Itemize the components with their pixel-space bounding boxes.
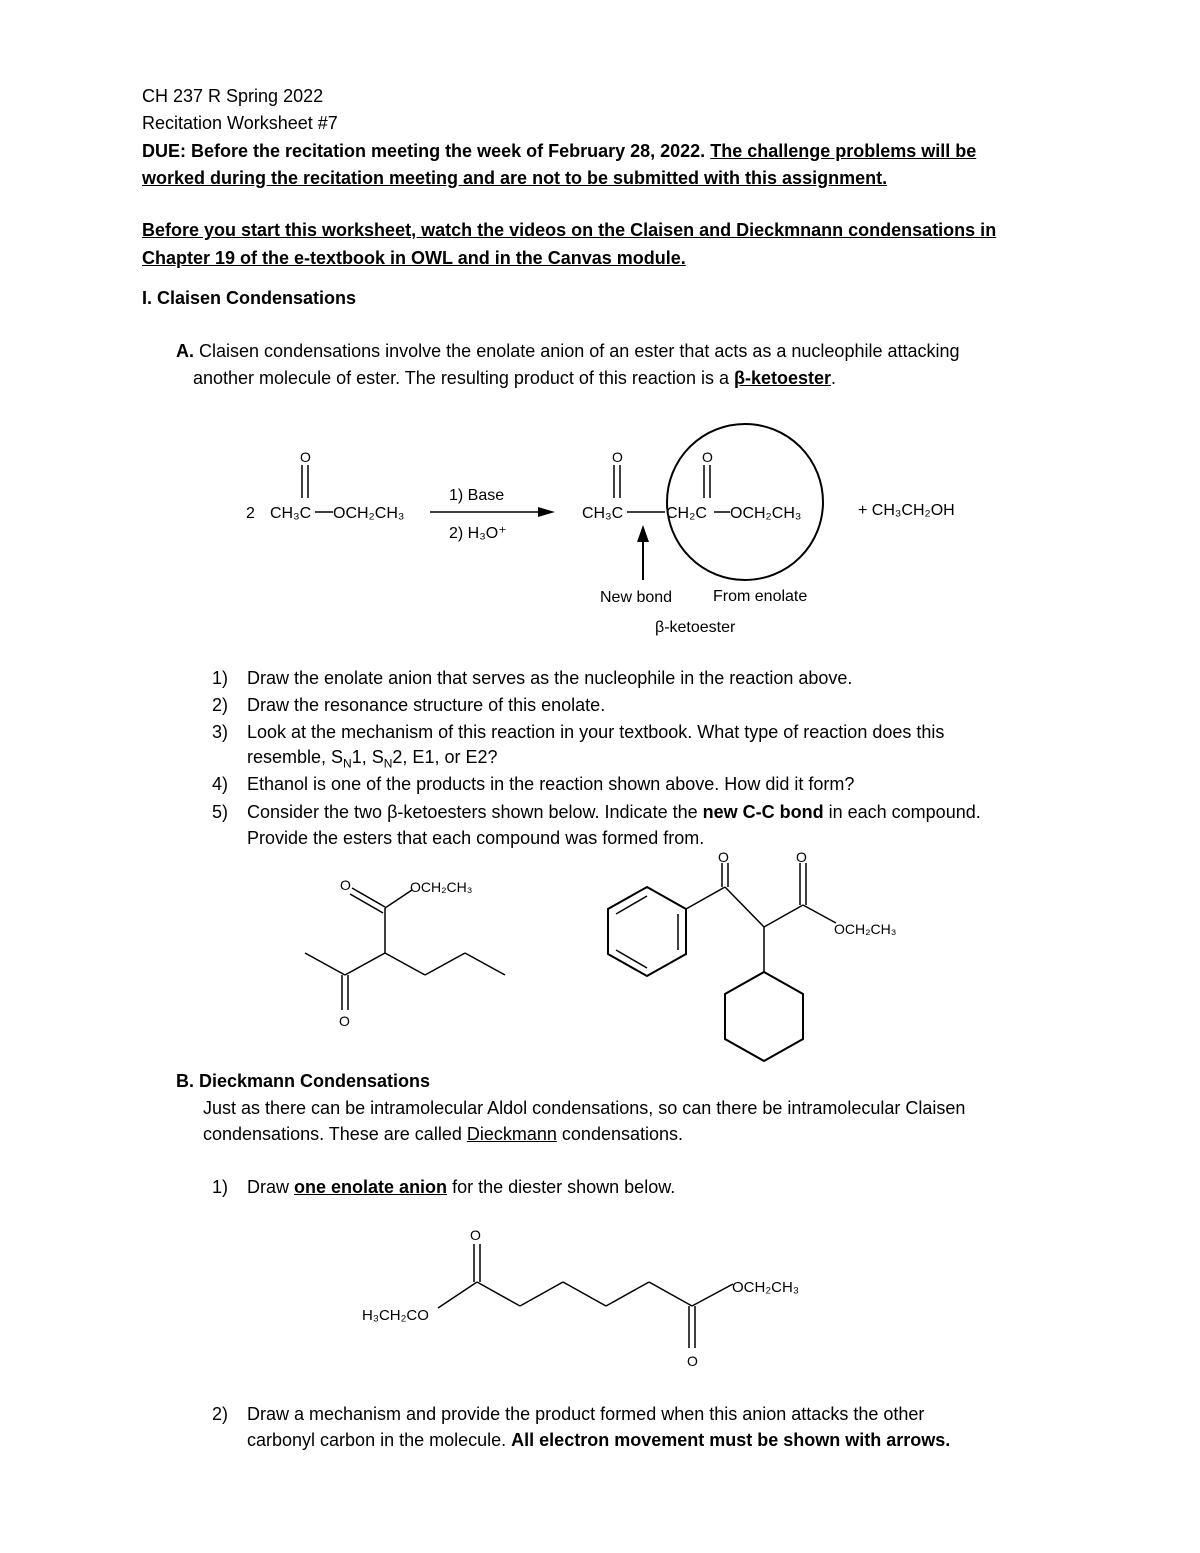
claisen-reaction-scheme [0, 420, 1200, 680]
diester-oxygen-top: O [470, 1227, 481, 1243]
ketoester-2 [608, 849, 896, 1061]
q2-number: 2) [212, 695, 229, 715]
dieckmann-term: Dieckmann [466, 1124, 557, 1144]
reactant-oxygen: O [300, 449, 311, 465]
due-line [142, 140, 976, 162]
b-q2-text-2 [247, 1429, 950, 1451]
section-a-line-2 [193, 367, 836, 389]
q5-text-2: Provide the esters that each compound was formed from. [247, 828, 705, 848]
b-q2-bold: All electron movement must be shown with arrows. [511, 1430, 951, 1450]
due-label: DUE: [142, 141, 186, 161]
product-oxygen-1: O [612, 449, 623, 465]
q3-text-2 [247, 746, 498, 775]
diester-structure [0, 1220, 1200, 1380]
section-b-line-2-pre: condensations. These are called [203, 1124, 462, 1144]
worksheet-title: Recitation Worksheet #7 [142, 113, 338, 133]
ketoester-2-ester: OCH₂CH₃ [834, 921, 897, 937]
section-a-text: Claisen condensations involve the enolate anion of an ester that acts as a nucleophile attacking [199, 341, 960, 361]
b-q1-number: 1) [212, 1177, 229, 1197]
section-a-text-2: another molecule of ester. The resulting product of this reaction is a [193, 368, 729, 388]
ketoester-1-ester: OCH₂CH₃ [410, 879, 473, 895]
reaction-arrowhead [538, 507, 555, 517]
from-enolate-label: From enolate [713, 588, 808, 605]
b-q1-text [247, 1176, 675, 1198]
q5-number: 5) [212, 802, 229, 822]
new-bond-label: New bond [600, 589, 673, 606]
product-oxygen-2: O [702, 449, 713, 465]
section-a-label: A. [176, 341, 194, 361]
byproduct: + CH₃CH₂OH [858, 502, 955, 519]
q2-text: Draw the resonance structure of this enolate. [247, 695, 606, 715]
section-b-line-1: Just as there can be intramolecular Aldol condensations, so can there be intramolecular Claisen [203, 1098, 966, 1118]
q5-structures [0, 850, 1200, 1070]
section-b-line-2 [203, 1123, 683, 1145]
b-q2-pre: carbonyl carbon in the molecule. [247, 1430, 507, 1450]
reactant-ester: OCH₂CH₃ [333, 505, 405, 522]
q5-bold: new C-C bond [702, 802, 824, 822]
instruction-line-2: Chapter 19 of the e-textbook in OWL and in the Canvas module. [142, 248, 686, 268]
q3-sn2: 2, E1, or E2? [392, 747, 498, 767]
cyclohexane-ring [725, 972, 803, 1061]
ketoester-2-oxygen-2: O [796, 849, 807, 865]
q3-subscript-2: N [383, 756, 393, 771]
product-acyl: CH₃C [582, 505, 624, 522]
challenge-text-2: worked during the recitation meeting and are not to be submitted with this assignment. [142, 168, 888, 188]
step-1-label: 1) Base [449, 487, 505, 504]
section-b-title: B. Dieckmann Condensations [176, 1071, 431, 1091]
section-b-line-2-post: condensations. [561, 1124, 684, 1144]
q3-number: 3) [212, 722, 229, 742]
period: . [831, 368, 837, 388]
ketoester-label: β-ketoester [655, 619, 736, 636]
q3-sn1: 1, S [351, 747, 384, 767]
q1-number: 1) [212, 668, 229, 688]
due-text: Before the recitation meeting the week of February 28, 2022. [191, 141, 706, 161]
q5-text [247, 801, 981, 823]
q5-post: in each compound. [828, 802, 981, 822]
section-title: I. Claisen Condensations [142, 288, 357, 308]
beta-ketoester-term: β-ketoester [733, 368, 832, 388]
b-q2-number: 2) [212, 1404, 229, 1424]
b-q1-pre: Draw [247, 1177, 290, 1197]
step-2-label: 2) H₃O⁺ [449, 525, 507, 542]
b-q1-bold: one enolate anion [294, 1177, 448, 1197]
ketoester-1-oxygen-bottom: O [339, 1013, 350, 1029]
product-ester: OCH₂CH₃ [730, 505, 802, 522]
diester-oxygen-bottom: O [687, 1353, 698, 1369]
q3-text: Look at the mechanism of this reaction in your textbook. What type of reaction does this [247, 722, 945, 742]
ketoester-1 [305, 877, 505, 1029]
new-bond-arrowhead [637, 525, 649, 542]
diester-left-ester: H₃CH₂CO [362, 1307, 429, 1324]
section-a-line-1 [176, 340, 960, 362]
enolate-circle [667, 424, 823, 580]
b-q1-post: for the diester shown below. [452, 1177, 676, 1197]
ketoester-2-oxygen-1: O [718, 849, 729, 865]
q3-resemble: resemble, S [247, 747, 344, 767]
product-ch2c: CH₂C [666, 505, 707, 522]
q3-subscript-1: N [343, 756, 352, 771]
q5-pre: Consider the two β-ketoesters shown below. Indicate the [247, 802, 698, 822]
instruction-line-1: Before you start this worksheet, watch the videos on the Claisen and Dieckmnann condensations in [142, 220, 997, 240]
q1-text: Draw the enolate anion that serves as the nucleophile in the reaction above. [247, 668, 853, 688]
reactant-coefficient: 2 [246, 505, 255, 522]
q4-text: Ethanol is one of the products in the reaction shown above. How did it form? [247, 774, 855, 794]
course-title: CH 237 R Spring 2022 [142, 86, 324, 106]
reactant-acyl: CH₃C [270, 505, 312, 522]
b-q2-text: Draw a mechanism and provide the product formed when this anion attacks the other [247, 1404, 925, 1424]
diester-right-ester: OCH₂CH₃ [732, 1279, 799, 1296]
challenge-text: The challenge problems will be [710, 141, 977, 161]
q4-number: 4) [212, 774, 229, 794]
ketoester-1-oxygen-top: O [340, 877, 351, 893]
